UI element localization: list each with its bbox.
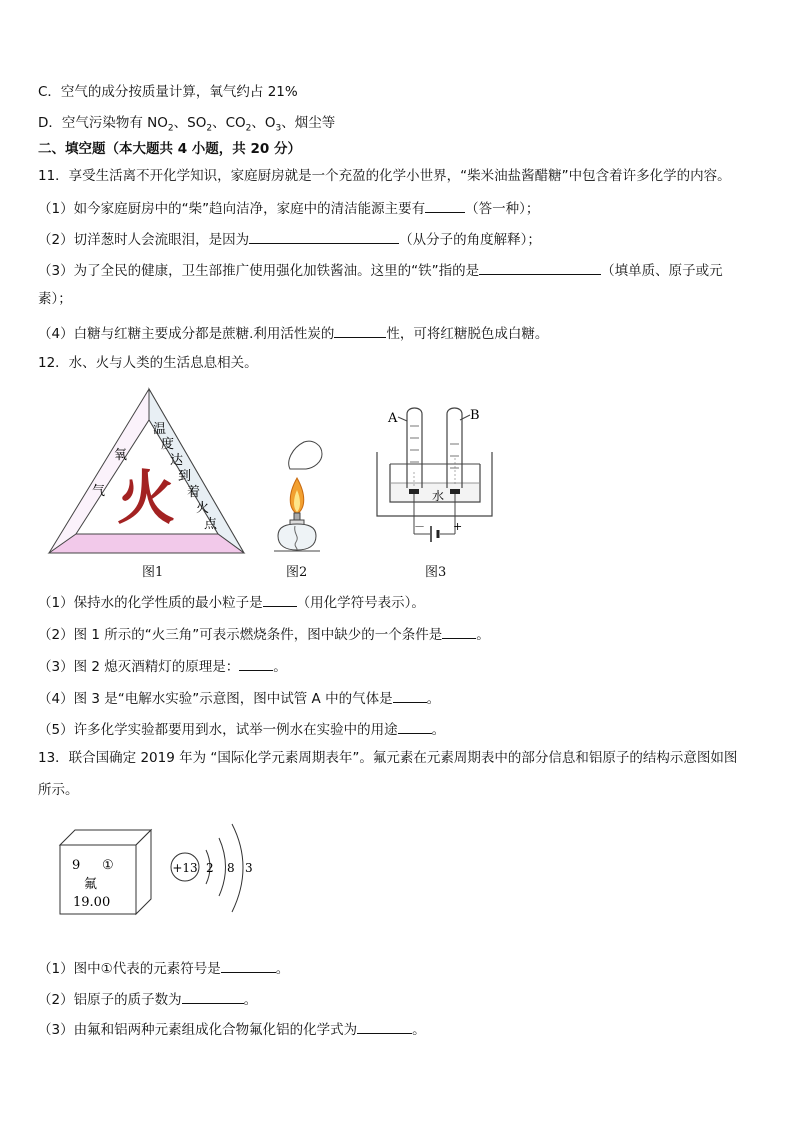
q11-part3-cont: 素）； <box>38 291 72 307</box>
answer-blank[interactable] <box>357 1019 412 1034</box>
answer-blank[interactable] <box>182 989 244 1004</box>
q12-part2: （2）图 1 所示的“火三角”可表示燃烧条件，图中缺少的一个条件是 。 <box>38 624 490 644</box>
answer-blank[interactable] <box>442 624 476 639</box>
figure-3-caption: 图3 <box>425 565 447 580</box>
triangle-right-char: 达 <box>170 453 184 468</box>
figure-2-caption: 图2 <box>286 565 308 580</box>
q12-part5: （5）许多化学实验都要用到水，试举一例水在实验中的用途 。 <box>38 719 445 739</box>
alcohol-lamp-figure <box>266 436 328 556</box>
nucleus-charge: +13 <box>172 861 198 875</box>
q12-part1: （1）保持水的化学性质的最小粒子是 （用化学符号表示）。 <box>38 592 425 612</box>
answer-blank[interactable] <box>425 198 465 213</box>
shell-electrons: 8 <box>227 861 235 875</box>
shell-electrons: 2 <box>206 861 214 875</box>
triangle-right-char: 温 <box>153 422 167 437</box>
tube-a-label: A <box>388 411 398 426</box>
q11-part3: （3）为了全民的健康，卫生部推广使用强化加铁酱油。这里的“铁”指的是 （填单质、原子或元 <box>38 260 723 280</box>
q13-part3: （3）由氟和铝两种元素组成化合物氟化铝的化学式为 。 <box>38 1019 426 1039</box>
q13-part2: （2）铝原子的质子数为 。 <box>38 989 257 1009</box>
plus-terminal: + <box>453 520 463 533</box>
element-symbol-placeholder: ① <box>102 858 114 873</box>
electrolysis-figure <box>374 404 496 556</box>
answer-blank[interactable] <box>393 688 427 703</box>
answer-blank[interactable] <box>398 719 432 734</box>
q12-stem: 12．水、火与人类的生活息息相关。 <box>38 355 258 371</box>
element-cell-figure <box>58 828 154 918</box>
answer-blank[interactable] <box>479 260 601 275</box>
option-d: D．空气污染物有 $NO_2$、$SO_2$、$CO_2$、$O_3$、烟尘等 <box>38 115 336 134</box>
atom-structure-figure <box>168 818 268 918</box>
minus-terminal: － <box>414 520 425 533</box>
element-name: 氟 <box>84 877 98 892</box>
atomic-mass: 19.00 <box>73 895 111 910</box>
option-c: C．空气的成分按质量计算，氧气约占 21% <box>38 84 298 100</box>
section-title: 二、填空题（本大题共 4 小题，共 20 分） <box>38 141 301 157</box>
answer-blank[interactable] <box>239 656 273 671</box>
q11-part4: （4）白糖与红糖主要成分都是蔗糖.利用活性炭的 性，可将红糖脱色成白糖。 <box>38 323 548 343</box>
q11-part2: （2）切洋葱时人会流眼泪，是因为 （从分子的角度解释）； <box>38 229 541 249</box>
triangle-right-char: 度 <box>161 437 175 452</box>
triangle-right-char: 点 <box>204 517 218 532</box>
q13-stem: 13．联合国确定 2019 年为 “国际化学元素周期表年”。氟元素在元素周期表中的部分信息和铝原子的结构示意图如图 <box>38 750 738 766</box>
fire-glyph: 火 <box>116 464 176 532</box>
answer-blank[interactable] <box>249 229 399 244</box>
triangle-right-char: 火 <box>196 501 210 516</box>
atomic-number: 9 <box>72 858 81 873</box>
shell-electrons: 3 <box>245 861 253 875</box>
figure-1-caption: 图1 <box>142 565 164 580</box>
q13-stem-cont: 所示。 <box>38 782 79 798</box>
answer-blank[interactable] <box>221 958 276 973</box>
triangle-left-char: 气 <box>92 484 106 499</box>
answer-blank[interactable] <box>263 592 297 607</box>
water-label: 水 <box>432 489 445 503</box>
q12-part4: （4）图 3 是“电解水实验”示意图，图中试管 A 中的气体是 。 <box>38 688 440 708</box>
q11-stem: 11．享受生活离不开化学知识，家庭厨房就是一个充盈的化学小世界，“柴米油盐酱醋糖”中包含着许多化学的内容。 <box>38 168 731 184</box>
triangle-right-char: 着 <box>187 485 201 500</box>
q12-part3: （3）图 2 熄灭酒精灯的原理是： 。 <box>38 656 287 676</box>
tube-b-label: B <box>470 408 480 423</box>
answer-blank[interactable] <box>334 323 386 338</box>
fire-triangle-figure <box>46 386 248 558</box>
triangle-left-char: 氧 <box>114 448 128 463</box>
q13-part1: （1）图中①代表的元素符号是 。 <box>38 958 289 978</box>
triangle-right-char: 到 <box>178 469 192 484</box>
q11-part1: （1）如今家庭厨房中的“柴”趋向洁净，家庭中的清洁能源主要有 （答一种）； <box>38 198 539 218</box>
